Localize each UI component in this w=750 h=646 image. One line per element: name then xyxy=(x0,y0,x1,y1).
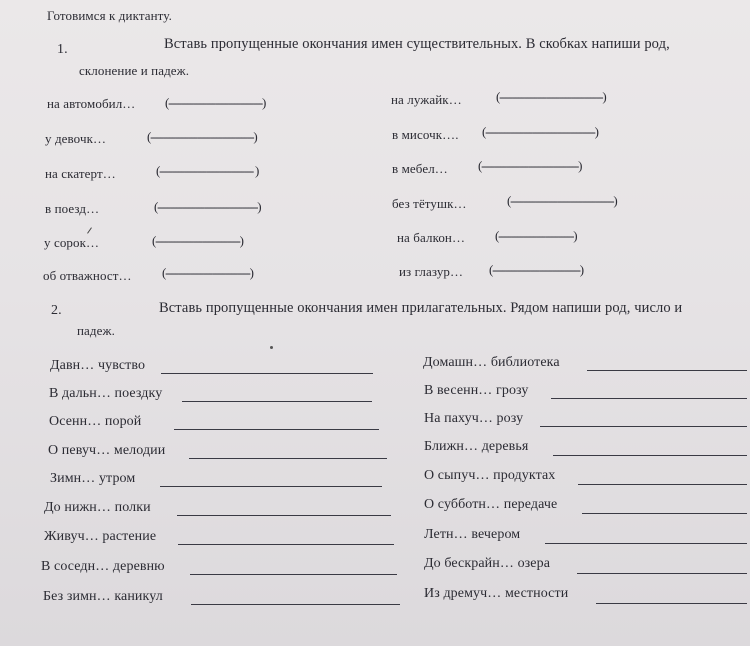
noun-item: без тётушк… xyxy=(392,196,467,211)
adjective-item: О певуч… мелодии xyxy=(48,443,166,458)
adjective-item: Живуч… растение xyxy=(44,529,157,544)
answer-blank[interactable]: (--------------------------------) xyxy=(154,199,261,214)
task2-number: 2. xyxy=(51,303,62,318)
noun-item: в поезд… xyxy=(45,201,100,216)
answer-line[interactable] xyxy=(582,513,747,514)
answer-blank[interactable]: (---------------------------------) xyxy=(496,89,606,104)
answer-line[interactable] xyxy=(174,429,379,430)
answer-line[interactable] xyxy=(160,486,382,487)
noun-item: на лужайк… xyxy=(391,92,462,107)
noun-item: в мебел… xyxy=(392,161,448,176)
answer-line[interactable] xyxy=(191,604,400,605)
answer-line[interactable] xyxy=(178,544,394,545)
noun-item: у сорок… xyxy=(44,235,100,250)
answer-blank[interactable]: (------------------------) xyxy=(495,228,577,243)
adjective-item: В соседн… деревню xyxy=(41,559,165,574)
answer-blank[interactable]: (---------------------------------) xyxy=(147,129,257,144)
answer-line[interactable] xyxy=(189,458,387,459)
answer-line[interactable] xyxy=(545,543,747,544)
pen-mark xyxy=(87,227,92,233)
noun-item: у девочк… xyxy=(45,131,107,146)
answer-blank[interactable]: (-----------------------------------) xyxy=(482,124,598,139)
answer-blank[interactable]: (----------------------------) xyxy=(489,262,583,277)
adjective-item: Давн… чувство xyxy=(50,358,146,373)
adjective-item: О сыпуч… продуктах xyxy=(424,468,556,483)
answer-blank[interactable]: (-------------------------------) xyxy=(478,158,582,173)
adjective-item: Осенн… порой xyxy=(49,414,142,429)
adjective-item: О субботн… передаче xyxy=(424,497,558,512)
noun-item: в мисочк…. xyxy=(392,127,459,142)
answer-line[interactable] xyxy=(578,484,747,485)
noun-item: на балкон… xyxy=(397,230,466,245)
answer-line[interactable] xyxy=(161,373,373,374)
noun-item: на скатерт… xyxy=(45,166,116,181)
noun-item: на автомобил… xyxy=(47,96,136,111)
task2-instruction-cont: падеж. xyxy=(77,323,115,338)
adjective-item: Из дремуч… местности xyxy=(424,586,569,601)
answer-blank[interactable]: (------------------------------) xyxy=(165,95,266,110)
answer-line[interactable] xyxy=(177,515,391,516)
adjective-item: В дальн… поездку xyxy=(49,386,163,401)
task1-instruction: Вставь пропущенные окончания имен существительных. В скобках напиши род, xyxy=(164,36,670,52)
adjective-item: До бескрайн… озера xyxy=(424,556,551,571)
answer-blank[interactable]: (------------------------------ ) xyxy=(156,163,259,178)
answer-blank[interactable]: (---------------------------------) xyxy=(507,193,617,208)
adjective-item: Летн… вечером xyxy=(424,527,521,542)
answer-line[interactable] xyxy=(577,573,747,574)
task2-instruction: Вставь пропущенные окончания имен прилагательных. Рядом напиши род, число и xyxy=(159,300,683,316)
worksheet-title: Готовимся к диктанту. xyxy=(47,8,172,23)
answer-line[interactable] xyxy=(587,370,747,371)
answer-line[interactable] xyxy=(190,574,397,575)
answer-line[interactable] xyxy=(551,398,747,399)
noun-item: из глазур… xyxy=(399,264,464,279)
answer-line[interactable] xyxy=(553,455,747,456)
answer-line[interactable] xyxy=(540,426,747,427)
adjective-item: Без зимн… каникул xyxy=(43,589,163,604)
task1-instruction-cont: склонение и падеж. xyxy=(79,63,190,78)
task1-number: 1. xyxy=(57,42,68,57)
adjective-item: На пахуч… розу xyxy=(424,411,524,426)
adjective-item: В весенн… грозу xyxy=(424,383,529,398)
ink-spot xyxy=(270,346,273,349)
adjective-item: Зимн… утром xyxy=(50,471,136,486)
adjective-item: До нижн… полки xyxy=(44,500,151,515)
answer-line[interactable] xyxy=(182,401,372,402)
noun-item: об отважност… xyxy=(43,268,132,283)
answer-blank[interactable]: (---------------------------) xyxy=(152,233,243,248)
answer-line[interactable] xyxy=(596,603,747,604)
adjective-item: Домашн… библиотека xyxy=(423,355,560,370)
answer-blank[interactable]: (---------------------------) xyxy=(162,265,253,280)
adjective-item: Ближн… деревья xyxy=(424,439,529,454)
